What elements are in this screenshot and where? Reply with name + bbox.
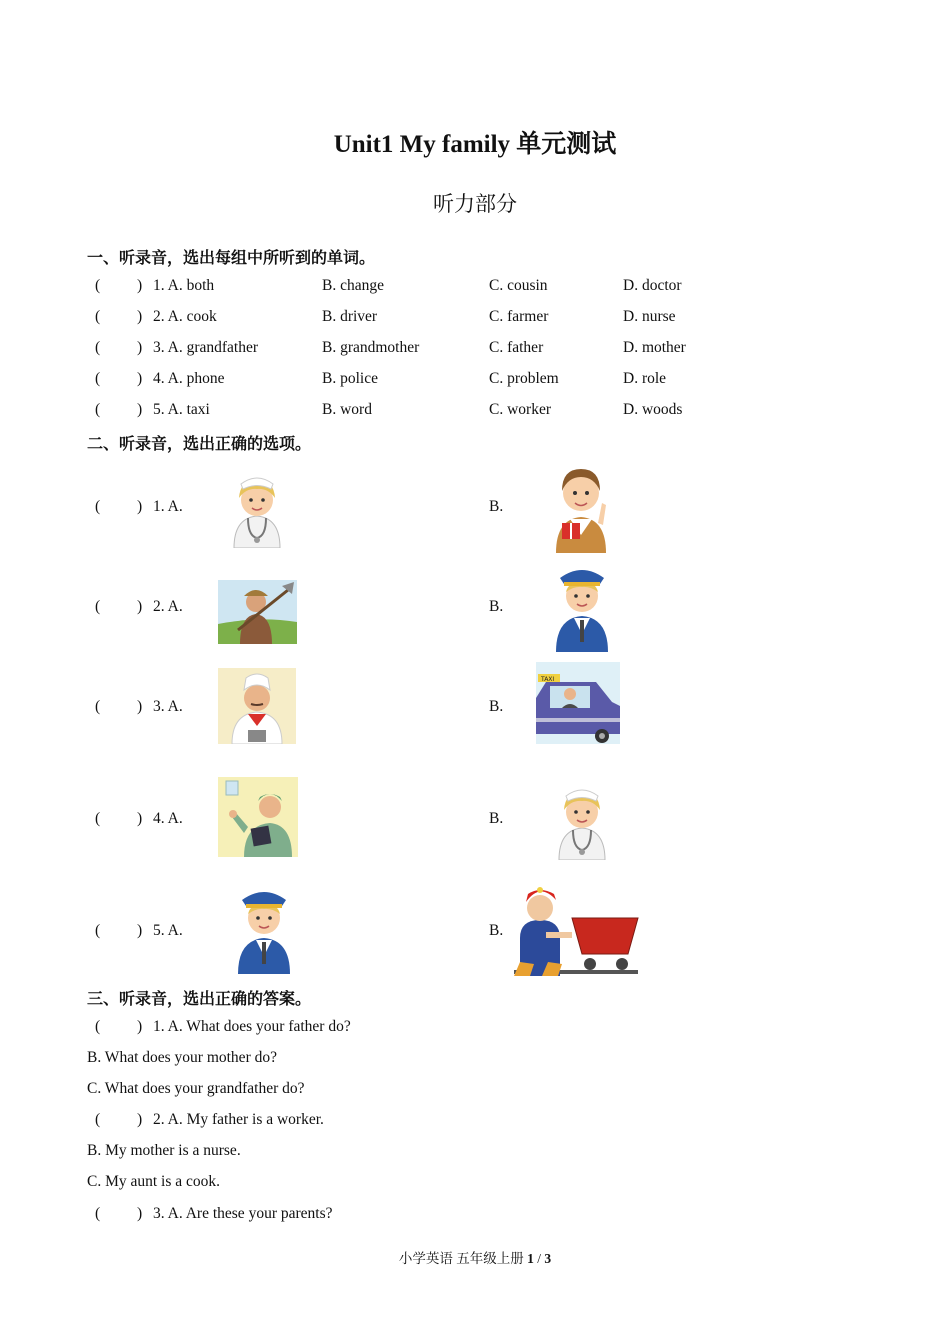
section1-row xyxy=(95,308,715,328)
option-c: C. problem xyxy=(489,370,559,387)
answer-paren-open[interactable]: ( xyxy=(95,698,101,715)
answer-paren-open[interactable]: ( xyxy=(95,922,101,939)
answer-paren-close: ) xyxy=(137,401,143,418)
answer-paren-close: ) xyxy=(137,498,143,515)
answer-paren-close: ) xyxy=(137,598,143,615)
question-label: 4. A. xyxy=(153,810,183,827)
question-label: 5. A. xyxy=(153,922,183,939)
option-b: B. My mother is a nurse. xyxy=(87,1142,241,1159)
option-d: D. mother xyxy=(623,339,686,356)
option-c: C. worker xyxy=(489,401,551,418)
answer-paren-open[interactable]: ( xyxy=(95,308,101,325)
question-option-a: 3. A. grandfather xyxy=(153,339,259,356)
answer-paren-close: ) xyxy=(137,922,143,939)
option-b: B. driver xyxy=(322,308,378,325)
option-b: B. police xyxy=(322,370,378,387)
option-c: C. What does your grandfather do? xyxy=(87,1080,305,1097)
nurse-picture[interactable] xyxy=(226,470,288,548)
taxi-driver-picture[interactable] xyxy=(536,662,620,744)
answer-paren-close: ) xyxy=(137,370,143,387)
question-option-a: 1. A. What does your father do? xyxy=(153,1018,351,1035)
question-option-a: 3. A. Are these your parents? xyxy=(153,1205,333,1222)
option-b-label: B. xyxy=(489,698,504,715)
answer-paren-open[interactable]: ( xyxy=(95,277,101,294)
section2-row xyxy=(95,698,215,718)
section1-row xyxy=(95,277,715,297)
answer-paren-open[interactable]: ( xyxy=(95,370,101,387)
section1-heading: 一、听录音，选出每组中所听到的单词。 xyxy=(87,248,376,267)
page-subtitle: 听力部分 xyxy=(433,192,517,216)
question-label: 2. A. xyxy=(153,598,183,615)
page-title: Unit1 My family 单元测试 xyxy=(333,131,617,158)
answer-paren-open[interactable]: ( xyxy=(95,498,101,515)
option-b: B. What does your mother do? xyxy=(87,1049,277,1066)
question-option-a: 2. A. cook xyxy=(153,308,217,325)
section2-row xyxy=(95,598,215,618)
section2-row xyxy=(95,810,215,830)
answer-paren-open[interactable]: ( xyxy=(95,401,101,418)
section3-question xyxy=(95,1205,495,1225)
driver-picture[interactable] xyxy=(232,884,296,974)
farmer-picture[interactable] xyxy=(218,580,297,644)
answer-paren-open[interactable]: ( xyxy=(95,1205,101,1222)
option-b: B. change xyxy=(322,277,384,294)
question-option-a: 5. A. taxi xyxy=(153,401,210,418)
answer-paren-close: ) xyxy=(137,339,143,356)
question-option-a: 1. A. both xyxy=(153,277,215,294)
option-c: C. father xyxy=(489,339,544,356)
nurse-picture[interactable] xyxy=(551,782,613,860)
question-option-a: 4. A. phone xyxy=(153,370,225,387)
section1-row xyxy=(95,370,715,390)
option-d: D. nurse xyxy=(623,308,676,325)
option-d: D. role xyxy=(623,370,667,387)
answer-paren-close: ) xyxy=(137,698,143,715)
taxi-sign: TAXI xyxy=(541,676,555,683)
option-c: C. My aunt is a cook. xyxy=(87,1173,221,1190)
option-c: C. farmer xyxy=(489,308,549,325)
answer-paren-open[interactable]: ( xyxy=(95,1018,101,1035)
question-option-a: 2. A. My father is a worker. xyxy=(153,1111,324,1128)
question-label: 3. A. xyxy=(153,698,183,715)
doctor-picture[interactable] xyxy=(218,777,298,857)
answer-paren-open[interactable]: ( xyxy=(95,1111,101,1128)
question-label: 1. A. xyxy=(153,498,183,515)
cook-picture[interactable] xyxy=(218,668,296,744)
page-separator: / xyxy=(533,1251,545,1266)
section2-row xyxy=(95,922,215,942)
answer-paren-close: ) xyxy=(137,810,143,827)
answer-paren-close: ) xyxy=(137,1205,143,1222)
section1-row xyxy=(95,401,715,421)
page-number: 1 xyxy=(527,1251,534,1266)
student-reading-picture[interactable] xyxy=(548,463,614,553)
option-b-label: B. xyxy=(489,498,504,515)
option-b-label: B. xyxy=(489,922,504,939)
section1-row xyxy=(95,339,715,359)
section2-heading: 二、听录音，选出正确的选项。 xyxy=(87,434,312,453)
answer-paren-close: ) xyxy=(137,1018,143,1035)
section3-heading: 三、听录音，选出正确的答案。 xyxy=(87,989,312,1008)
option-b: B. word xyxy=(322,401,372,418)
footer-text: 小学英语 五年级上册 xyxy=(398,1251,528,1266)
answer-paren-close: ) xyxy=(137,308,143,325)
page-footer xyxy=(0,1247,950,1267)
option-b-label: B. xyxy=(489,598,504,615)
option-c: C. cousin xyxy=(489,277,548,294)
answer-paren-close: ) xyxy=(137,1111,143,1128)
answer-paren-open[interactable]: ( xyxy=(95,810,101,827)
option-b: B. grandmother xyxy=(322,339,420,356)
driver-picture[interactable] xyxy=(550,562,614,652)
section3-question xyxy=(95,1111,495,1131)
section2-row xyxy=(95,498,215,518)
option-d: D. doctor xyxy=(623,277,682,294)
worker-picture[interactable] xyxy=(510,880,642,978)
page-total: 3 xyxy=(544,1251,552,1266)
answer-paren-open[interactable]: ( xyxy=(95,339,101,356)
option-d: D. woods xyxy=(623,401,683,418)
section3-question xyxy=(95,1018,495,1038)
answer-paren-open[interactable]: ( xyxy=(95,598,101,615)
answer-paren-close: ) xyxy=(137,277,143,294)
option-b-label: B. xyxy=(489,810,504,827)
